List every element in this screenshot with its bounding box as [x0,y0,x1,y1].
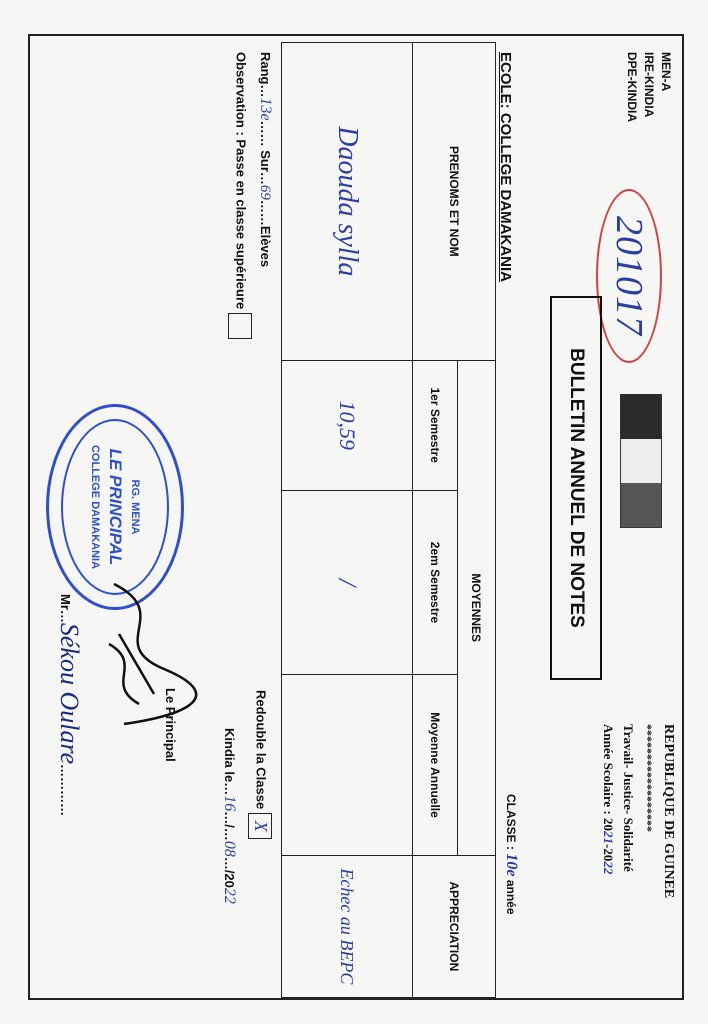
header-left [623,52,674,122]
report-card [28,34,684,1000]
stamp-middle: LE PRINCIPAL [106,448,125,566]
signatory-name: Sékou Oulare [55,622,84,765]
header-sem2: 2em Semestre [413,490,457,675]
registration-number: 201017 [596,189,662,363]
repeat-checkbox: X [248,813,272,839]
dpe-line: DPE-KINDIA [625,52,639,123]
school-year: Année Scolaire : 2021-2022 [601,724,616,875]
motto-line: Travail- Justice- Solidarité [621,724,636,872]
school-name: ECOLE: COLLEGE DAMAKANIA [497,52,514,282]
country-name: REPUBLIQUE DE GUINEE [661,724,676,899]
flag-band-3 [621,483,661,527]
rank-total: 69 [257,184,273,200]
annual-value [282,675,413,856]
ministry-line: MEN-A [659,52,673,92]
stamp-top: RG. MENA [129,479,141,535]
date-month: 08 [221,840,238,857]
header-name: PRENOMS ET NOM [413,43,496,361]
grades-table [281,42,496,998]
date-line: Kindia le…16…/…08…/2022 [221,728,238,904]
date-day: 16 [221,795,238,812]
appreciation-value: Echec au BEPC [282,855,413,997]
observation-line: Observation : Passe en classe supérieure [228,52,252,339]
flag-band-1 [621,395,661,439]
student-name: Daouda sylla [282,43,413,361]
sem2-value: / [282,490,413,675]
class-value: 10e [503,853,520,877]
header-appreciation: APPRECIATION [413,855,496,997]
rank-line: Rang…13e…… Sur…69……Elèves [257,52,274,268]
document-title: BULLETIN ANNUEL DE NOTES [550,296,602,680]
stamp-bottom: COLLEGE DAMAKANIA [89,444,101,570]
ire-line: IRE-KINDIA [642,52,656,118]
header-right [598,724,678,994]
date-year: 22 [221,887,238,904]
signature-scribble [94,574,214,774]
sem1-value: 10,59 [282,360,413,490]
stars-line: ****************** [641,724,655,832]
year-b: 22 [601,861,616,875]
header-moyennes: MOYENNES [457,360,495,855]
signatory-line: Mr…Sékou Oulare………… [55,594,84,817]
promote-checkbox [228,313,252,339]
flag-band-2 [621,439,661,483]
year-a: 21 [601,831,616,844]
header-annual: Moyenne Annuelle [413,675,457,856]
rank-value: 13e [257,97,274,121]
principal-label: Le Principal [163,688,178,762]
repeat-line: Redouble la ClasseX [248,690,272,839]
class-field: CLASSE : 10e année [503,794,520,915]
header-sem1: 1er Semestre [413,360,457,490]
flag-graphic [620,394,662,528]
